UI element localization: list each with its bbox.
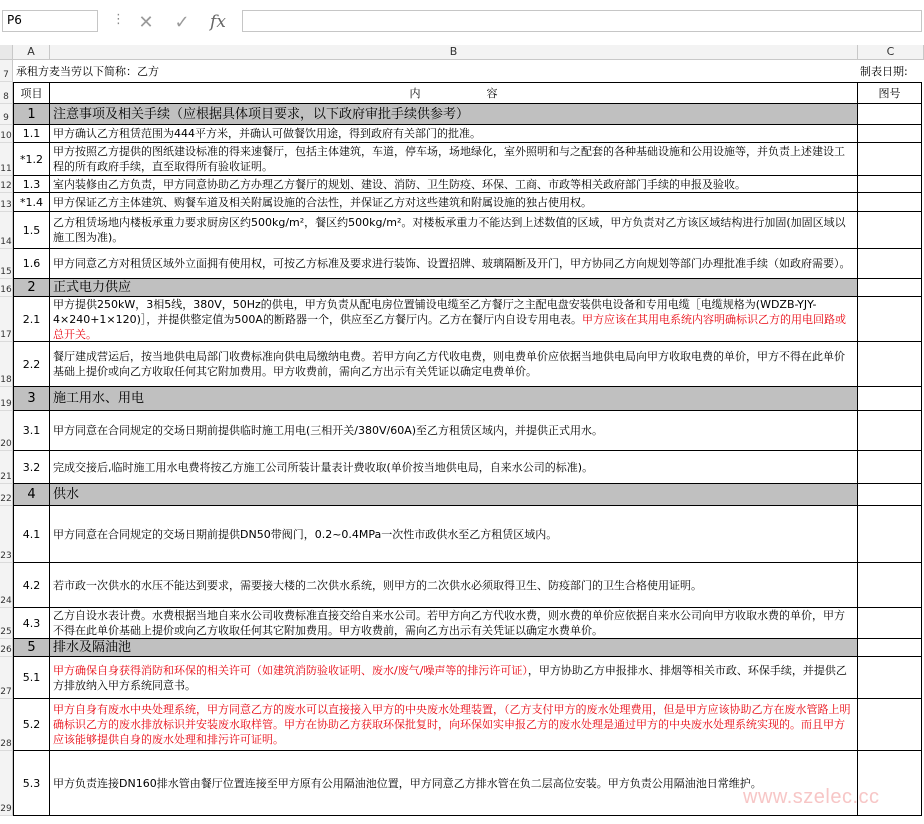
- formula-bar: [0, 0, 924, 46]
- row-header[interactable]: 20: [0, 411, 13, 451]
- section-title[interactable]: 排水及隔油池: [50, 639, 858, 657]
- cell-date-label[interactable]: 制表日期:: [860, 65, 908, 78]
- row-header[interactable]: 17: [0, 297, 13, 342]
- drawing-cell[interactable]: [858, 387, 922, 411]
- item-number[interactable]: 1.3: [13, 176, 50, 193]
- section-number[interactable]: 5: [13, 639, 50, 657]
- item-number[interactable]: 4.1: [13, 506, 50, 563]
- column-header-c[interactable]: C: [858, 45, 924, 60]
- column-header-a[interactable]: A: [13, 45, 50, 60]
- confirm-icon[interactable]: ✓: [174, 11, 190, 33]
- item-number[interactable]: 2.2: [13, 342, 50, 387]
- drawing-cell[interactable]: [858, 143, 922, 176]
- row-header[interactable]: 11: [0, 143, 13, 176]
- row-header[interactable]: 14: [0, 212, 13, 249]
- drawing-cell[interactable]: [858, 212, 922, 249]
- item-content-text: [53, 663, 854, 693]
- row-header[interactable]: 27: [0, 657, 13, 699]
- item-content[interactable]: 甲方同意乙方对租赁区域外立面拥有使用权，可按乙方标准及要求进行装饰、设置招牌、玻璃隔断及开门，甲方协同乙方向规划等部门办理批准手续（如政府需要）。: [50, 249, 858, 279]
- row-header[interactable]: 19: [0, 387, 13, 411]
- column-header-b[interactable]: B: [50, 45, 858, 60]
- item-content[interactable]: 甲方确认乙方租赁范围为444平方米，并确认可做餐饮用途，得到政府有关部门的批准。: [50, 125, 858, 143]
- row-header[interactable]: 10: [0, 125, 13, 143]
- section-number[interactable]: 4: [13, 484, 50, 506]
- item-content-red: 甲方应该在其用电系统内容明确标识乙方的用电回路或总开关。: [53, 312, 846, 341]
- item-number[interactable]: 3.2: [13, 451, 50, 484]
- formula-buttons: [134, 6, 230, 38]
- cancel-icon[interactable]: ✕: [138, 11, 154, 33]
- item-content[interactable]: 甲方负责连接DN160排水管由餐厅位置连接至甲方原有公用隔油池位置，甲方同意乙方排水管在负二层高位安装。甲方负责公用隔油池日常维护。: [50, 751, 858, 816]
- item-content[interactable]: 甲方自身有废水中央处理系统，甲方同意乙方的废水可以直接接入甲方的中央废水处理装置，（乙方支付甲方的废水处理费用，但是甲方应该协助乙方在废水管路上明确标识乙方的废水排放标识并安装废水取样管。甲方在协助乙方获取环保批复时，向环保如实申报乙方的废水处理是通过甲方的中央废水处理系统实现的。而且甲方应该能够提供自身的废水处理和排污许可证明。: [50, 699, 858, 751]
- item-content-text: [53, 297, 854, 342]
- section-number[interactable]: 1: [13, 104, 50, 125]
- drawing-cell[interactable]: [858, 104, 922, 125]
- item-content[interactable]: 若市政一次供水的水压不能达到要求，需要接大楼的二次供水系统，则甲方的二次供水必须取得卫生、防疫部门的卫生合格使用证明。: [50, 563, 858, 608]
- drawing-cell[interactable]: [858, 411, 922, 451]
- more-dots-icon[interactable]: ⋮: [112, 12, 125, 27]
- select-all-corner[interactable]: [0, 45, 13, 60]
- item-number[interactable]: *1.2: [13, 143, 50, 176]
- row-header[interactable]: 25: [0, 608, 13, 639]
- drawing-cell[interactable]: [858, 342, 922, 387]
- drawing-cell[interactable]: [858, 125, 922, 143]
- row-header[interactable]: 24: [0, 563, 13, 608]
- cell-lessee-note[interactable]: 承租方麦当劳以下简称：乙方: [16, 64, 159, 78]
- section-number[interactable]: 3: [13, 387, 50, 411]
- row-header[interactable]: 7: [0, 60, 13, 82]
- item-number[interactable]: 1.5: [13, 212, 50, 249]
- item-number[interactable]: 4.3: [13, 608, 50, 639]
- drawing-cell[interactable]: [858, 639, 922, 657]
- drawing-cell[interactable]: [858, 608, 922, 639]
- row-header[interactable]: 15: [0, 249, 13, 279]
- drawing-cell[interactable]: [858, 484, 922, 506]
- item-content-black: ，甲方协助乙方申报排水、排烟等相关市政、环保手续，并提供乙方排放纳入甲方系统同意书。: [53, 663, 847, 692]
- header-drawing-no[interactable]: 图号: [858, 82, 922, 104]
- section-title[interactable]: 施工用水、用电: [50, 387, 858, 411]
- item-number[interactable]: 5.1: [13, 657, 50, 699]
- row-header[interactable]: 16: [0, 279, 13, 297]
- row-header[interactable]: 18: [0, 342, 13, 387]
- drawing-cell[interactable]: [858, 451, 922, 484]
- item-number[interactable]: 1.1: [13, 125, 50, 143]
- row-header[interactable]: 22: [0, 484, 13, 506]
- drawing-cell[interactable]: [858, 563, 922, 608]
- drawing-cell[interactable]: [858, 279, 922, 297]
- drawing-cell[interactable]: [858, 193, 922, 212]
- drawing-cell[interactable]: [858, 699, 922, 751]
- row-header[interactable]: 21: [0, 451, 13, 484]
- section-title[interactable]: 注意事项及相关手续（应根据具体项目要求，以下政府审批手续供参考）: [50, 104, 858, 125]
- item-number[interactable]: 4.2: [13, 563, 50, 608]
- item-content[interactable]: 乙方租赁场地内楼板承重力要求厨房区约500kg/m²，餐区约500kg/m²。对楼板承重力不能达到上述数值的区域，甲方负责对乙方该区域结构进行加固(加固区域以施工图为准)。: [50, 212, 858, 249]
- row-header[interactable]: 9: [0, 104, 13, 125]
- drawing-cell[interactable]: [858, 506, 922, 563]
- item-content-black: 甲方提供250kW，3相5线，380V，50Hz的供电，甲方负责从配电房位置铺设电缆至乙方餐厅之主配电盘安装供电设备和专用电缆［电缆规格为(WDZB-YJY-4×240+1×120)］，并提供整定值为500A的断路器一个，供应至乙方餐厅内。乙方在餐厅内自设专用电表。: [53, 297, 817, 326]
- row-header[interactable]: 29: [0, 751, 13, 816]
- section-title[interactable]: 正式电力供应: [50, 279, 858, 297]
- item-number[interactable]: 5.3: [13, 751, 50, 816]
- drawing-cell[interactable]: [858, 297, 922, 342]
- row-header[interactable]: 26: [0, 639, 13, 657]
- item-content[interactable]: 甲方同意在合同规定的交场日期前提供DN50带阀门，0.2~0.4MPa一次性市政供水至乙方租赁区域内。: [50, 506, 858, 563]
- item-content[interactable]: 甲方保证乙方主体建筑、购餐车道及相关附属设施的合法性，并保证乙方对这些建筑和附属设施的独占使用权。: [50, 193, 858, 212]
- row-header[interactable]: 8: [0, 82, 13, 104]
- item-content[interactable]: 餐厅建成营运后，按当地供电局部门收费标准向供电局缴纳电费。若甲方向乙方代收电费，则电费单价应依据当地供电局向甲方收取电费的单价，甲方不得在此单价基础上提价或向乙方收取任何其它附加费用。甲方收费前，需向乙方出示有关凭证以确定电费单价。: [50, 342, 858, 387]
- formula-input[interactable]: [242, 10, 922, 32]
- item-number[interactable]: 1.6: [13, 249, 50, 279]
- section-title[interactable]: 供水: [50, 484, 858, 506]
- item-content[interactable]: 甲方同意在合同规定的交场日期前提供临时施工用电(三相开关/380V/60A)至乙方租赁区域内，并提供正式用水。: [50, 411, 858, 451]
- item-content[interactable]: [50, 657, 858, 699]
- item-content[interactable]: [50, 297, 858, 342]
- section-number[interactable]: 2: [13, 279, 50, 297]
- drawing-cell[interactable]: [858, 657, 922, 699]
- watermark: www.szelec.cc: [743, 786, 880, 808]
- row-header[interactable]: 23: [0, 506, 13, 563]
- drawing-cell[interactable]: [858, 176, 922, 193]
- item-content-red: 甲方确保自身获得消防和环保的相关许可（如建筑消防验收证明、废水/废气/噪声等的排污许可证）: [53, 663, 528, 677]
- header-item[interactable]: 项目: [13, 82, 50, 104]
- item-number[interactable]: *1.4: [13, 193, 50, 212]
- item-number[interactable]: 3.1: [13, 411, 50, 451]
- name-box[interactable]: P6: [2, 10, 98, 32]
- item-number[interactable]: 5.2: [13, 699, 50, 751]
- item-content[interactable]: 乙方自设水表计费。水费根据当地自来水公司收费标准直接交给自来水公司。若甲方向乙方代收水费，则水费的单价应依据自来水公司向甲方收取水费的单价，甲方不得在此单价基础上提价或向乙方收取任何其它附加费用。甲方收费前，需向乙方出示有关凭证以确定水费单价。: [50, 608, 858, 639]
- drawing-cell[interactable]: [858, 249, 922, 279]
- insert-function-icon[interactable]: fx: [210, 12, 226, 32]
- item-number[interactable]: 2.1: [13, 297, 50, 342]
- row-header[interactable]: 12: [0, 176, 13, 193]
- item-content[interactable]: 室内装修由乙方负责，甲方同意协助乙方办理乙方餐厅的规划、建设、消防、卫生防疫、环保、工商、市政等相关政府部门手续的申报及验收。: [50, 176, 858, 193]
- item-content[interactable]: 完成交接后,临时施工用水电费将按乙方施工公司所装计量表计费收取(单价按当地供电局，自来水公司的标准)。: [50, 451, 858, 484]
- row-header[interactable]: 13: [0, 193, 13, 212]
- row-header[interactable]: 28: [0, 699, 13, 751]
- header-content[interactable]: 内 容: [50, 82, 858, 104]
- item-content[interactable]: 甲方按照乙方提供的图纸建设标准的得来速餐厅，包括主体建筑，车道，停车场，场地绿化，室外照明和与之配套的各种基础设施和公用设施等，并负责上述建设工程的所有政府手续，直至取得所有验收证明。: [50, 143, 858, 176]
